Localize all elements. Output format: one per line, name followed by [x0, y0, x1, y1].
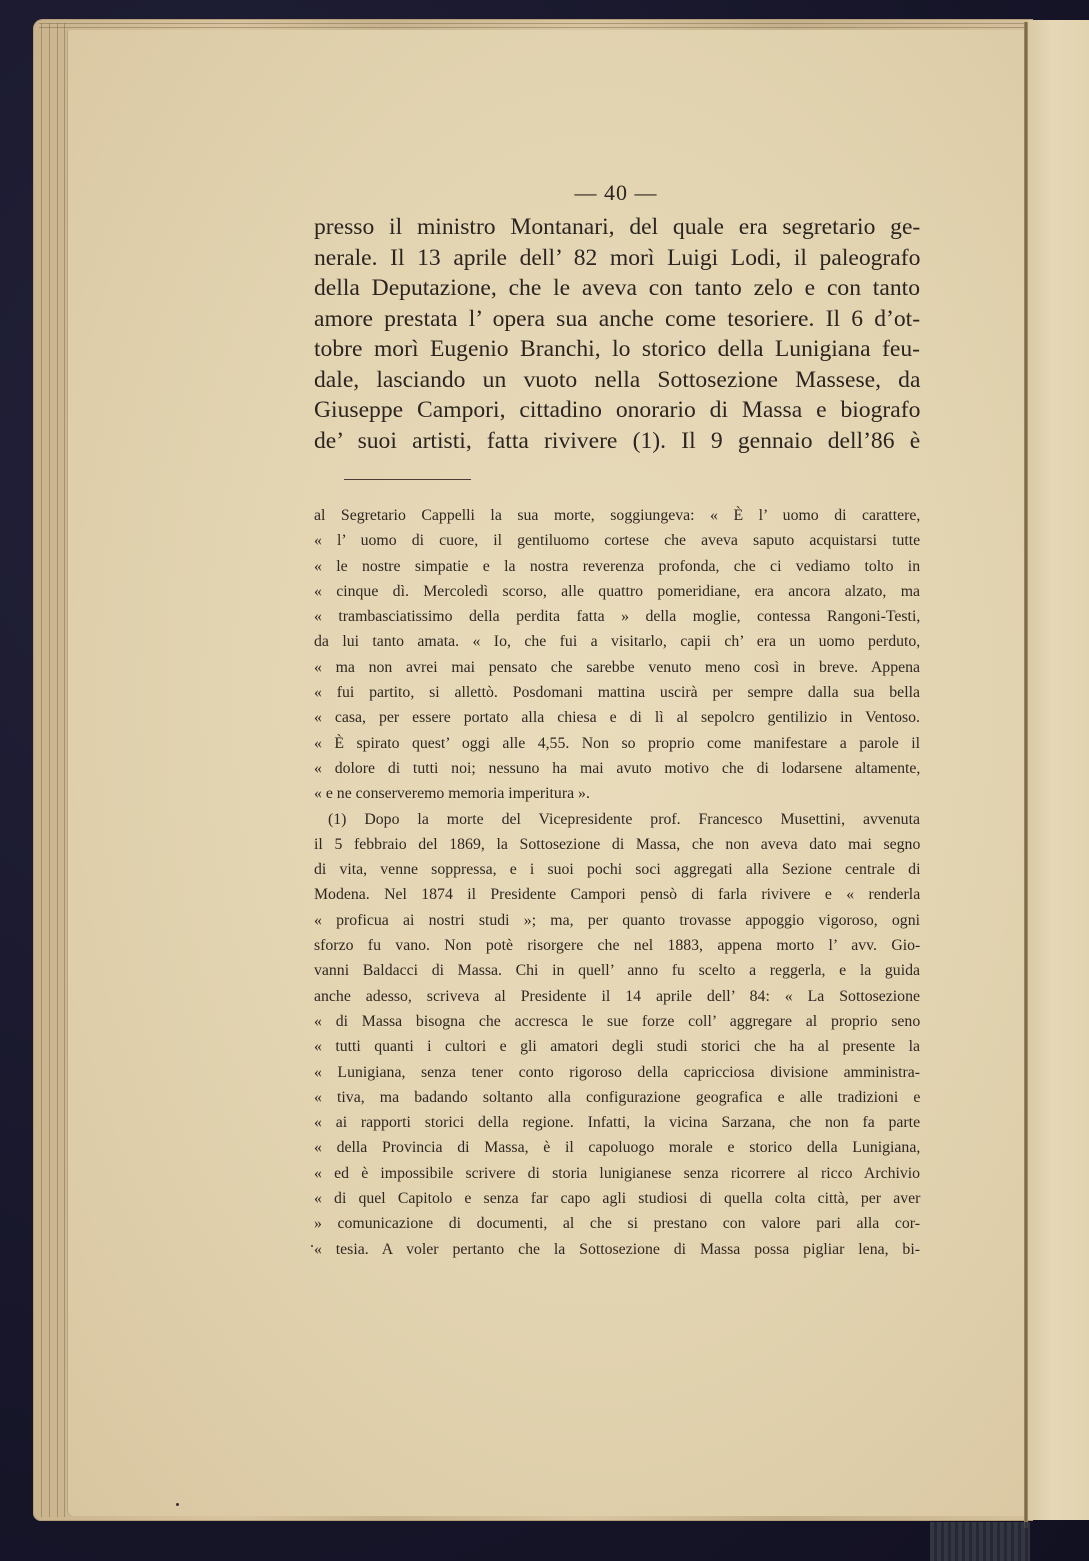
footnote-line: « dolore di tutti noi; nessuno ha mai avuto motivo che di lodarsene altamente,	[314, 759, 921, 777]
footnote-line: Modena. Nel 1874 il Presidente Campori pensò di farla rivivere e « renderla	[314, 886, 921, 904]
footnote-line: « tutti quanti i cultori e gli amatori degli studi storici che ha al presente la	[314, 1038, 920, 1056]
body-line: della Deputazione, che le aveva con tanto zelo e con tanto	[314, 275, 920, 301]
body-line: dale, lasciando un vuoto nella Sottosezione Massese, da	[314, 366, 921, 393]
footnote-continuation	[314, 503, 920, 807]
footnote-line: « e ne conserveremo memoria imperitura ».	[314, 785, 590, 803]
page-edge-line	[57, 23, 58, 1517]
footnote-line: vanni Baldacci di Massa. Chi in quell’ anno fu scelto a reggerla, e la guida	[314, 962, 920, 980]
footnote-separator-rule	[344, 479, 471, 480]
page-edge-line	[39, 27, 1033, 28]
page-edge-line	[39, 23, 1033, 24]
body-line: amore prestata l’ opera sua anche come tesoriere. Il 6 d’ot-	[314, 305, 921, 332]
footnote-1	[314, 807, 920, 1262]
page-edge-line	[41, 23, 42, 1517]
footnote-line: di vita, venne soppressa, e i suoi pochi soci aggregati alla Sezione centrale di	[314, 861, 921, 879]
paper-speck	[311, 1245, 313, 1247]
footnote-line: « di quel Capitolo e senza far capo agli studiosi di quella colta città, per aver	[314, 1190, 921, 1208]
footnote-line: « proficua ai nostri studi »; ma, per quanto trovasse appoggio vigoroso, ogni	[314, 911, 920, 929]
footnote-line: « trambasciatissimo della perdita fatta » della moglie, contessa Rangoni-Testi,	[314, 608, 921, 626]
footnote-line: al Segretario Cappelli la sua morte, soggiungeva: « È l’ uomo di carattere,	[314, 507, 921, 524]
footnote-line: « della Provincia di Massa, è il capoluogo morale e storico della Lunigiana,	[314, 1139, 921, 1157]
footnote-line: « cinque dì. Mercoledì scorso, alle quattro pomeridiane, era ancora alzato, ma	[314, 582, 920, 600]
footnote-line: » comunicazione di documenti, al che si prestano con valore pari alla cor-	[314, 1215, 920, 1233]
facing-page-edge	[1028, 20, 1089, 1520]
footnote-line: « tiva, ma badando soltanto alla configurazione geografica e alle tradizioni e	[314, 1088, 921, 1106]
body-line: Giuseppe Campori, cittadino onorario di Massa e biografo	[314, 397, 921, 423]
footnote-line: « ai rapporti storici della regione. Infatti, la vicina Sarzana, che non fa parte	[314, 1114, 921, 1132]
footnote-line: « casa, per essere portato alla chiesa e di lì al sepolcro gentilizio in Ventoso.	[314, 709, 920, 727]
binding-cloth	[930, 1522, 1030, 1561]
footnote-line: « ma non avrei mai pensato che sarebbe venuto meno così in breve. Appena	[314, 658, 921, 676]
footnote-line: « l’ uomo di cuore, il gentiluomo cortese che aveva saputo acquistarsi tutte	[314, 532, 921, 550]
body-line: presso il ministro Montanari, del quale era segretario ge-	[314, 214, 921, 240]
footnote-line: « Lunigiana, senza tener conto rigoroso della capricciosa divisione amministra-	[314, 1063, 920, 1081]
paper-speck	[176, 1503, 179, 1506]
footnote-line: il 5 febbraio del 1869, la Sottosezione di Massa, che non aveva dato mai segno	[314, 835, 921, 853]
footnote-line: « È spirato quest’ oggi alle 4,55. Non so proprio come manifestare a parole il	[314, 734, 920, 752]
footnote-line: « tesia. A voler pertanto che la Sottosezione di Massa possa pigliar lena, bi-	[314, 1240, 920, 1258]
footnote-line: sforzo fu vano. Non potè risorgere che nel 1883, appena morto l’ avv. Gio-	[314, 937, 921, 955]
footnote-line: (1) Dopo la morte del Vicepresidente prof. Francesco Musettini, avvenuta	[328, 810, 920, 828]
main-body-text	[314, 212, 920, 456]
body-line: de’ suoi artisti, fatta rivivere (1). Il 9 gennaio dell’86 è	[314, 427, 921, 454]
footnote-line: « ed è impossibile scrivere di storia lunigianese senza ricorrere al ricco Archivio	[314, 1164, 921, 1182]
page-edge-line	[49, 23, 50, 1517]
page-number: — 40 —	[574, 180, 658, 205]
footnote-line: da lui tanto amata. « Io, che fui a visitarlo, capii ch’ era un uomo perduto,	[314, 633, 921, 651]
footnote-line: « fui partito, si allettò. Posdomani mattina uscirà per sempre dalla sua bella	[314, 684, 920, 702]
footnote-line: « di Massa bisogna che accresca le sue forze coll’ aggregare al proprio seno	[314, 1012, 921, 1030]
body-line: tobre morì Eugenio Branchi, lo storico della Lunigiana feu-	[314, 336, 920, 362]
body-line: nerale. Il 13 aprile dell’ 82 morì Luigi Lodi, il paleografo	[314, 244, 921, 271]
page-edge-line	[64, 23, 65, 1517]
footnote-line: « le nostre simpatie e la nostra reverenza profonda, che ci vediamo tolto in	[314, 557, 921, 575]
footnotes	[314, 503, 920, 1262]
footnote-line: anche adesso, scriveva al Presidente il 14 aprile dell’ 84: « La Sottosezione	[314, 987, 920, 1005]
